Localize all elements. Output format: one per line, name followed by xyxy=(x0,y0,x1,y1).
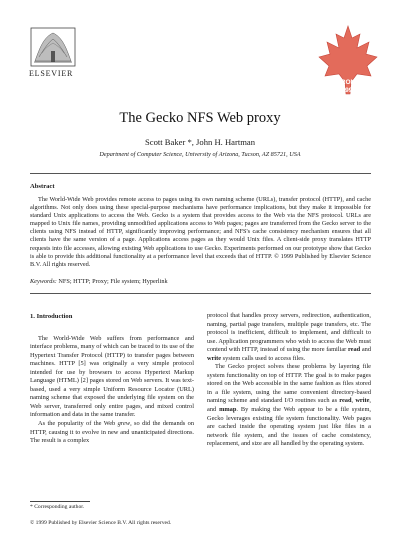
keywords-list: NFS; HTTP; Proxy; File system; Hyperlink xyxy=(58,278,168,285)
text-run: As the popularity of the Web xyxy=(38,420,118,428)
text-run: , and xyxy=(207,397,371,414)
divider-top xyxy=(30,173,371,174)
footnote: * Corresponding author. xyxy=(30,504,85,510)
footnote-rule xyxy=(30,501,90,502)
intro-paragraph-1: The World-Wide Web suffers from performance and interface problems, many of which can be traced to its use of the Hypertext Transfer Protocol (HTTP) to transfer pages between machines. HTTP [5] was originally a very simple protocol intended for use by browsers to access Hypertext Markup Language (HTML) [2] pages stored on Web servers. It was text-based, used a very simple Uniform Resource Locator (URL) naming scheme that exposed the underlying file system on the Web server, transferred only entire pages, and mixed control information and data in the same transfer. xyxy=(30,334,194,419)
text-run: system calls used to access files. xyxy=(221,354,306,362)
divider-bottom xyxy=(30,293,371,294)
body-column-left xyxy=(30,313,194,446)
maple-leaf-icon xyxy=(317,24,379,102)
text-bold: mmap xyxy=(219,406,237,414)
text-run: protocol that handles proxy servers, redirection, authentication, naming, partial page transfers, multiple page transfers, etc. The protocol is inefficient, difficult to implement, and difficult to use. Application programmers who wish to access the Web must contend with HTTP, instead of using the more familiar xyxy=(207,312,371,354)
text-run: and xyxy=(360,346,371,354)
body-column-right xyxy=(207,312,371,449)
paper-affiliation: Department of Computer Science, University of Arizona, Tucson, AZ 85721, USA xyxy=(99,151,301,158)
conference-logo-city: TORONTO xyxy=(331,79,365,86)
text-emphasis: grew xyxy=(117,420,131,428)
paper-authors: Scott Baker *, John H. Hartman xyxy=(144,137,256,147)
keywords-label: Keywords: xyxy=(30,278,57,285)
text-bold: read xyxy=(339,397,352,405)
text-run: , xyxy=(351,397,356,405)
text-bold: write xyxy=(207,354,222,362)
elsevier-tree-icon xyxy=(30,27,76,67)
abstract-body: The World-Wide Web provides remote access to pages using its own naming scheme (URLs), transfer protocol (HTTP), and cache algorithms. Not only does using these special-purpose mechanisms have performance implications, but they make it impossible for standard Unix applications to access the Web. Gecko is a system that provides access to the Web via the NFS protocol. URLs are mapped to Unix file names, providing unmodified applications access to Web pages; pages are transferred from the Gecko server to the clients using NFS instead of HTTP, significantly improving performance; and NFS's cache consistency mechanism ensures that all clients have the same version of a page. Applications access pages as they would Unix files. A client-side proxy translates HTTP requests into file accesses, allowing existing Web applications to use Gecko. Experiments performed on our prototype show that Gecko is able to provide this additional functionality at a performance level that exceeds that of HTTP. © 1999 Published by Elsevier Science B.V. All rights reserved. xyxy=(30,196,371,268)
text-bold: write xyxy=(355,397,370,405)
intro-paragraph-3 xyxy=(207,312,371,363)
intro-paragraph-4 xyxy=(207,363,371,448)
section-heading: 1. Introduction xyxy=(30,313,73,320)
conference-logo xyxy=(317,24,379,102)
text-run: , so did the demands on HTTP, causing it to evolve in new and unanticipated directions. The result is a complex xyxy=(30,420,194,445)
text-run: The Gecko project solves these problems by layering file system functionality on top of HTTP. The goal is to make pages stored on the Web accessible in the same fashion as files stored in a file system, using the same convenient directory-based naming scheme and standard I/O routines such as xyxy=(207,363,371,405)
abstract-heading: Abstract xyxy=(30,183,55,190)
text-bold: read xyxy=(347,346,361,354)
keywords xyxy=(30,278,371,285)
paper-title: The Gecko NFS Web proxy xyxy=(119,110,281,126)
text-run: . By making the Web appear to be a file system, Gecko leverages existing file system functionality. Web pages are cached inside the operating system just like files in a network file system, and the issues of cache consistency, replacement, and size are all handled by the operating system. xyxy=(207,406,372,448)
publisher-name: ELSEVIER xyxy=(29,69,74,78)
copyright-notice: © 1999 Published by Elsevier Science B.V. All rights reserved. xyxy=(30,520,172,526)
conference-logo-year: '99 xyxy=(343,87,353,94)
intro-paragraph-2 xyxy=(30,420,194,446)
